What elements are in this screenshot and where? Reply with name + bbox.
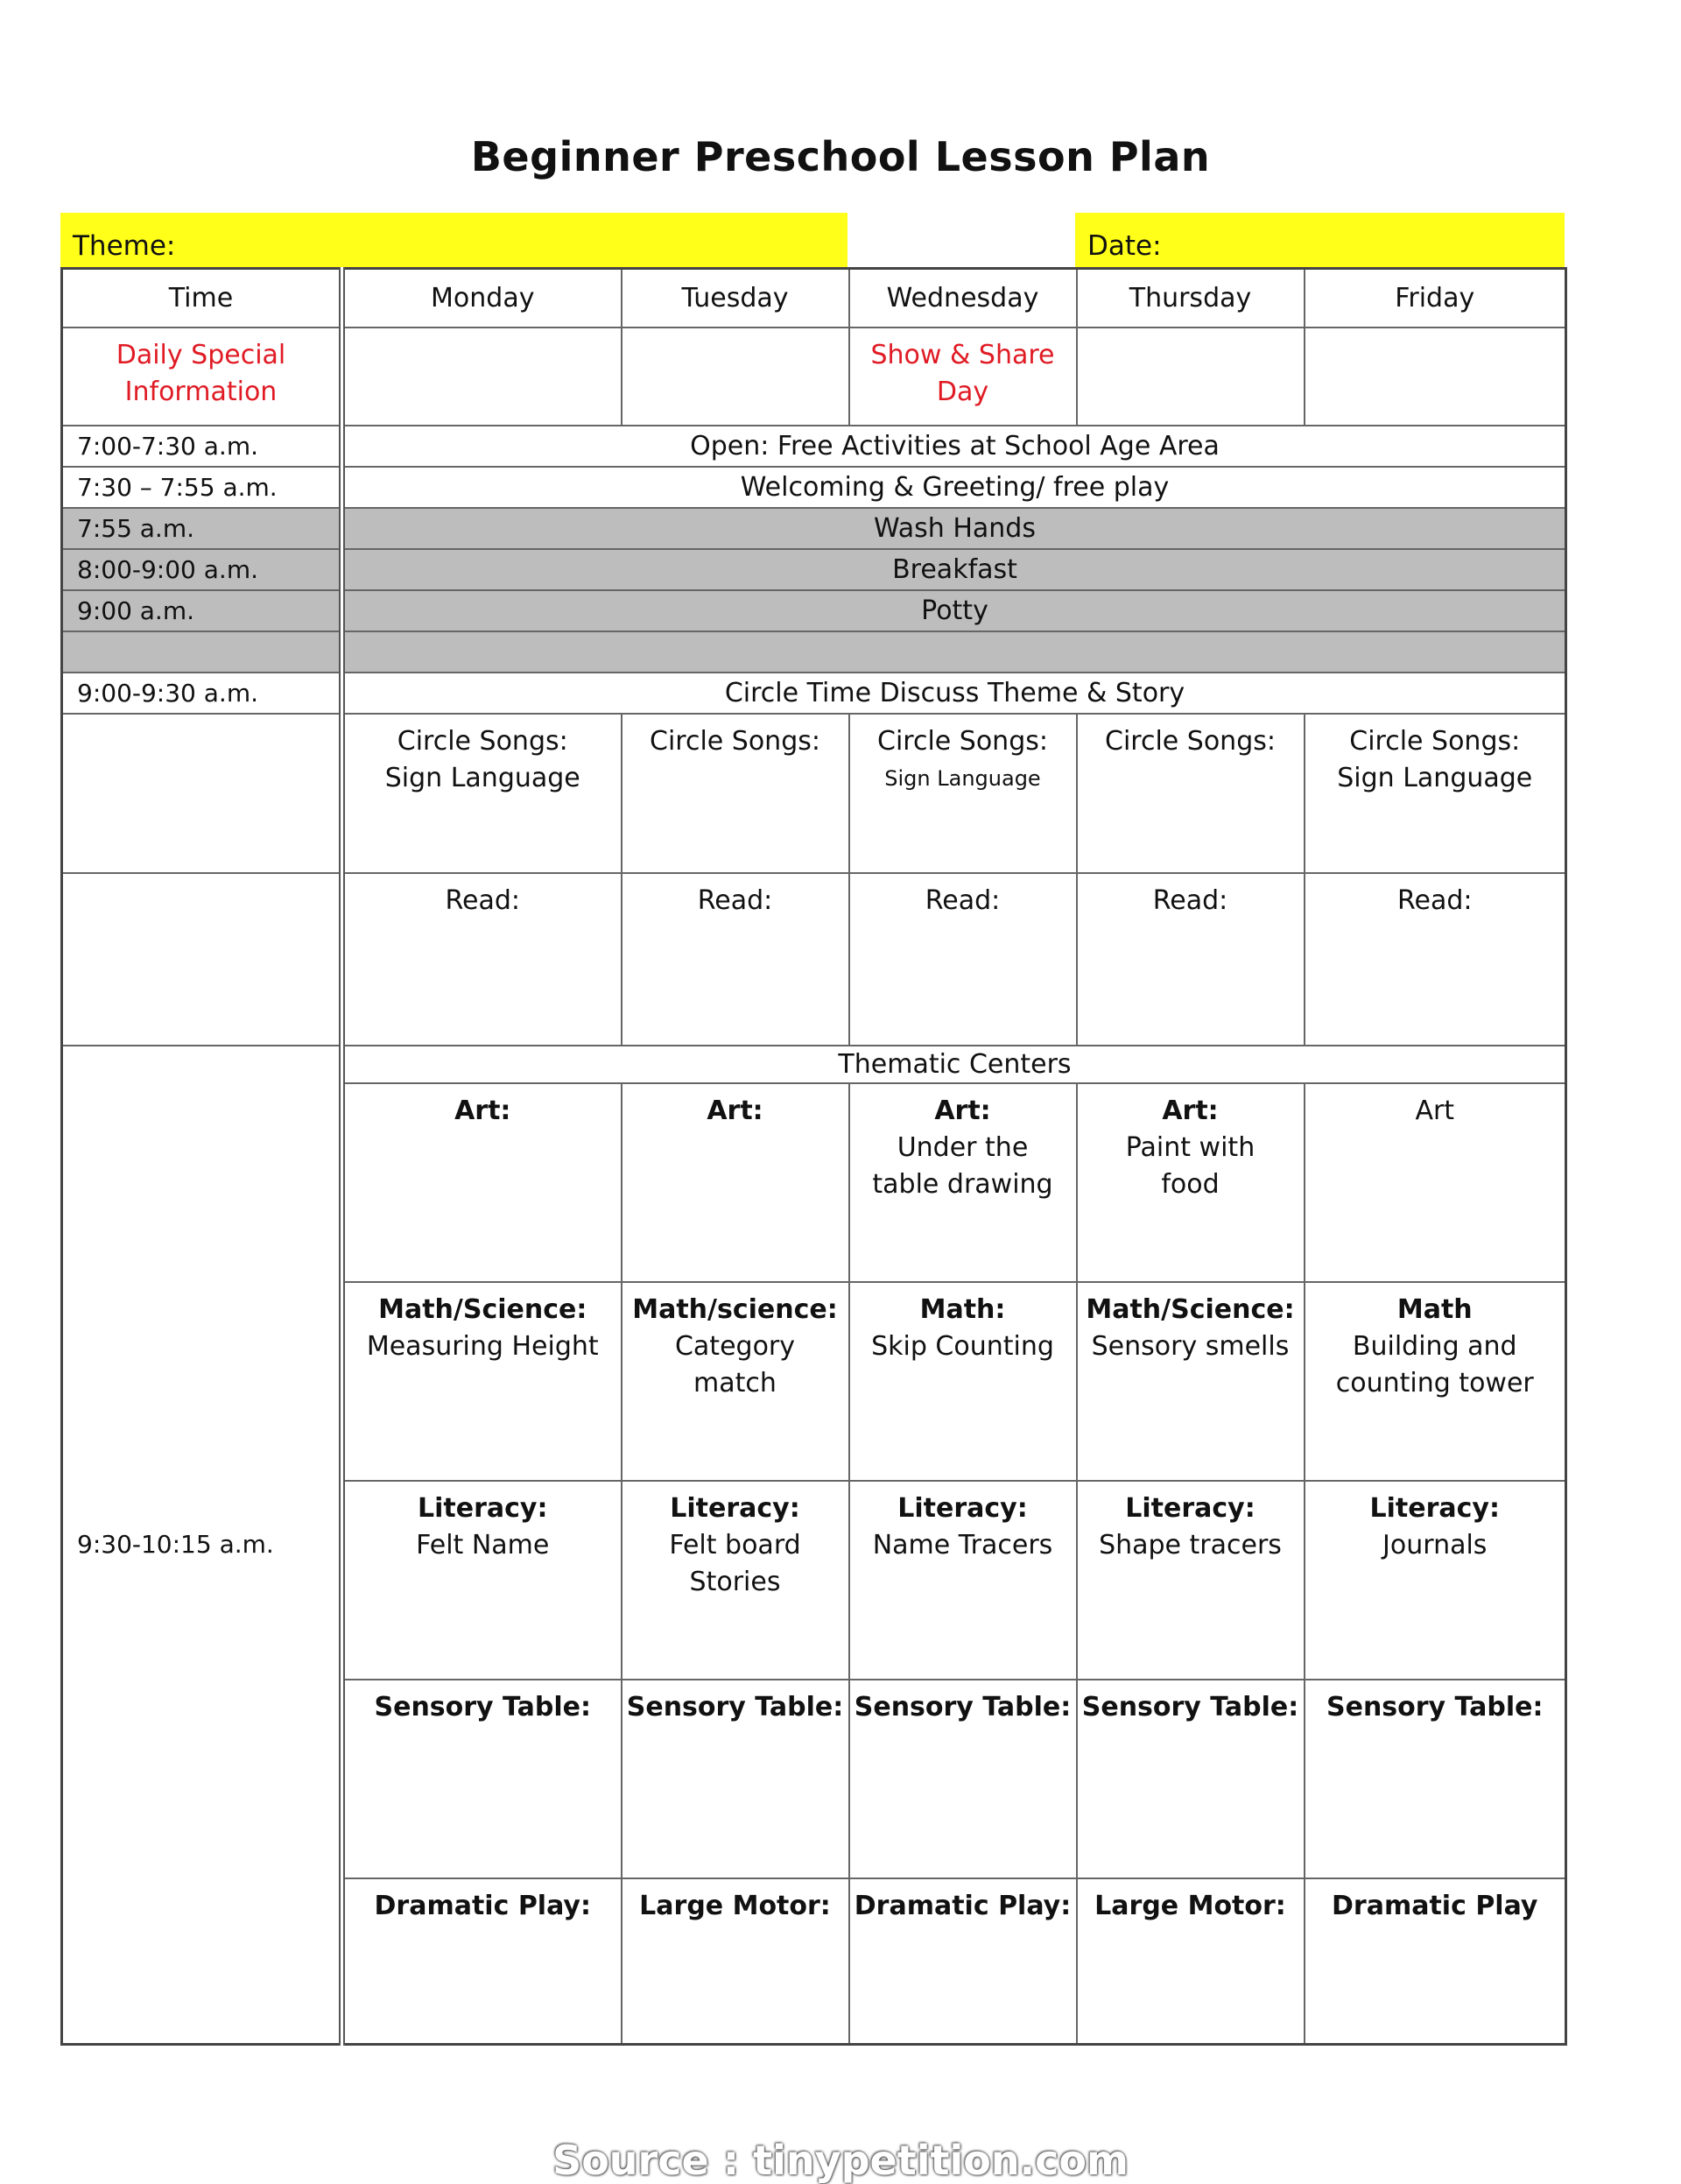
centers-time: 9:30-10:15 a.m. <box>62 1046 342 2045</box>
art-label: Art: <box>934 1095 991 1126</box>
literacy-note: Name Tracers <box>872 1529 1053 1561</box>
special-tuesday[interactable] <box>622 328 849 426</box>
math-label: Math <box>1396 1293 1473 1325</box>
schedule-row <box>62 590 1566 631</box>
math-label: Math/Science: <box>1086 1293 1295 1325</box>
schedule-time: 9:00 a.m. <box>62 590 342 631</box>
date-field[interactable] <box>1075 213 1565 267</box>
header-thursday: Thursday <box>1077 269 1305 328</box>
circle-songs-monday[interactable] <box>342 714 622 873</box>
daily-special-row <box>62 328 1566 426</box>
art-label: Art: <box>1162 1095 1219 1126</box>
read-row <box>62 873 1566 1046</box>
days-header-row <box>62 269 1566 328</box>
read-monday[interactable]: Read: <box>342 873 622 1046</box>
theme-label: Theme: <box>73 230 176 262</box>
math-label: Math/science: <box>632 1293 838 1325</box>
blank-schedule-row <box>62 631 1566 673</box>
large-motor-thursday[interactable]: Large Motor: <box>1077 1878 1305 2045</box>
math-wednesday[interactable] <box>849 1282 1077 1481</box>
special-label-line2: Information <box>124 376 278 407</box>
circle-songs-tuesday[interactable] <box>622 714 849 873</box>
art-note: Under the <box>897 1131 1029 1163</box>
circle-songs-label: Circle Songs: <box>1349 725 1521 757</box>
schedule-activity: Welcoming & Greeting/ free play <box>342 467 1566 508</box>
header-monday: Monday <box>342 269 622 328</box>
art-note: food <box>1161 1168 1220 1200</box>
special-monday[interactable] <box>342 328 622 426</box>
blank-activity <box>342 631 1566 673</box>
schedule-row <box>62 467 1566 508</box>
schedule-activity: Breakfast <box>342 549 1566 590</box>
literacy-label: Literacy: <box>897 1492 1028 1524</box>
circle-songs-label: Circle Songs: <box>650 725 820 757</box>
sensory-tuesday[interactable]: Sensory Table: <box>622 1680 849 1878</box>
math-note: Category <box>674 1330 796 1362</box>
dramatic-play-friday[interactable]: Dramatic Play <box>1305 1878 1566 2045</box>
math-note: Measuring Height <box>366 1330 599 1362</box>
art-label: Art <box>1415 1095 1455 1126</box>
special-label-line1: Daily Special <box>116 339 286 370</box>
math-label: Math/Science: <box>378 1293 587 1325</box>
sensory-wednesday[interactable]: Sensory Table: <box>849 1680 1077 1878</box>
schedule-row <box>62 549 1566 590</box>
math-thursday[interactable] <box>1077 1282 1305 1481</box>
sensory-friday[interactable]: Sensory Table: <box>1305 1680 1566 1878</box>
special-wed-line2: Day <box>936 376 989 407</box>
circle-songs-note: Sign Language <box>1337 762 1533 793</box>
lesson-plan-table <box>60 267 1567 2046</box>
art-note: table drawing <box>872 1168 1053 1200</box>
dramatic-play-monday[interactable]: Dramatic Play: <box>342 1878 622 2045</box>
literacy-tuesday[interactable] <box>622 1481 849 1680</box>
schedule-time: 8:00-9:00 a.m. <box>62 549 342 590</box>
circle-songs-label: Circle Songs: <box>1105 725 1276 757</box>
literacy-monday[interactable] <box>342 1481 622 1680</box>
schedule-time: 7:30 – 7:55 a.m. <box>62 467 342 508</box>
read-tuesday[interactable]: Read: <box>622 873 849 1046</box>
header-tuesday: Tuesday <box>622 269 849 328</box>
circle-songs-wednesday[interactable] <box>849 714 1077 873</box>
literacy-thursday[interactable] <box>1077 1481 1305 1680</box>
literacy-note: Stories <box>689 1566 781 1597</box>
read-friday[interactable]: Read: <box>1305 873 1566 1046</box>
literacy-note: Shape tracers <box>1099 1529 1282 1561</box>
read-thursday[interactable]: Read: <box>1077 873 1305 1046</box>
special-friday[interactable] <box>1305 328 1566 426</box>
literacy-note: Felt Name <box>416 1529 550 1561</box>
sensory-thursday[interactable]: Sensory Table: <box>1077 1680 1305 1878</box>
literacy-label: Literacy: <box>1369 1492 1500 1524</box>
math-note: match <box>693 1367 777 1398</box>
daily-special-label <box>62 328 342 426</box>
math-label: Math: <box>919 1293 1006 1325</box>
literacy-label: Literacy: <box>1125 1492 1255 1524</box>
art-tuesday[interactable] <box>622 1083 849 1282</box>
schedule-row <box>62 508 1566 549</box>
circle-songs-label: Circle Songs: <box>397 725 568 757</box>
literacy-note: Journals <box>1382 1529 1488 1561</box>
special-wednesday[interactable] <box>849 328 1077 426</box>
schedule-row <box>62 426 1566 467</box>
read-time <box>62 873 342 1046</box>
math-note: Skip Counting <box>871 1330 1054 1362</box>
schedule-time: 7:55 a.m. <box>62 508 342 549</box>
circle-songs-time <box>62 714 342 873</box>
art-label: Art: <box>454 1095 511 1126</box>
page-title: Beginner Preschool Lesson Plan <box>470 133 1211 180</box>
thematic-centers-header: Thematic Centers <box>342 1046 1566 1083</box>
header-wednesday: Wednesday <box>849 269 1077 328</box>
art-wednesday[interactable] <box>849 1083 1077 1282</box>
literacy-friday[interactable] <box>1305 1481 1566 1680</box>
schedule-time: 7:00-7:30 a.m. <box>62 426 342 467</box>
math-note: Sensory smells <box>1091 1330 1290 1362</box>
art-monday[interactable] <box>342 1083 622 1282</box>
read-wednesday[interactable]: Read: <box>849 873 1077 1046</box>
schedule-time: 9:00-9:30 a.m. <box>62 673 342 714</box>
art-label: Art: <box>707 1095 763 1126</box>
art-friday[interactable] <box>1305 1083 1566 1282</box>
literacy-wednesday[interactable] <box>849 1481 1077 1680</box>
circle-songs-label: Circle Songs: <box>877 725 1048 757</box>
circle-songs-note: Sign Language <box>384 762 580 793</box>
theme-field[interactable] <box>60 213 848 267</box>
schedule-activity: Wash Hands <box>342 508 1566 549</box>
circle-songs-thursday[interactable] <box>1077 714 1305 873</box>
art-thursday[interactable] <box>1077 1083 1305 1282</box>
source-watermark: Source : tinypetition.com <box>552 2137 1129 2184</box>
literacy-label: Literacy: <box>670 1492 800 1524</box>
schedule-activity: Potty <box>342 590 1566 631</box>
literacy-label: Literacy: <box>418 1492 548 1524</box>
special-thursday[interactable] <box>1077 328 1305 426</box>
math-monday[interactable] <box>342 1282 622 1481</box>
math-friday[interactable] <box>1305 1282 1566 1481</box>
schedule-row <box>62 673 1566 714</box>
art-note: Paint with <box>1125 1131 1255 1163</box>
math-note: Building and <box>1352 1330 1517 1362</box>
blank-time <box>62 631 342 673</box>
math-tuesday[interactable] <box>622 1282 849 1481</box>
header-friday: Friday <box>1305 269 1566 328</box>
sensory-monday[interactable]: Sensory Table: <box>342 1680 622 1878</box>
dramatic-play-wednesday[interactable]: Dramatic Play: <box>849 1878 1077 2045</box>
literacy-note: Felt board <box>669 1529 801 1561</box>
schedule-activity: Circle Time Discuss Theme & Story <box>342 673 1566 714</box>
circle-songs-row <box>62 714 1566 873</box>
thematic-centers-row <box>62 1046 1566 1083</box>
header-time: Time <box>62 269 342 328</box>
circle-songs-note: Sign Language <box>884 765 1041 791</box>
special-wed-line1: Show & Share <box>870 339 1055 370</box>
circle-songs-friday[interactable] <box>1305 714 1566 873</box>
date-label: Date: <box>1087 230 1162 262</box>
schedule-activity: Open: Free Activities at School Age Area <box>342 426 1566 467</box>
large-motor-tuesday[interactable]: Large Motor: <box>622 1878 849 2045</box>
math-note: counting tower <box>1335 1367 1534 1398</box>
